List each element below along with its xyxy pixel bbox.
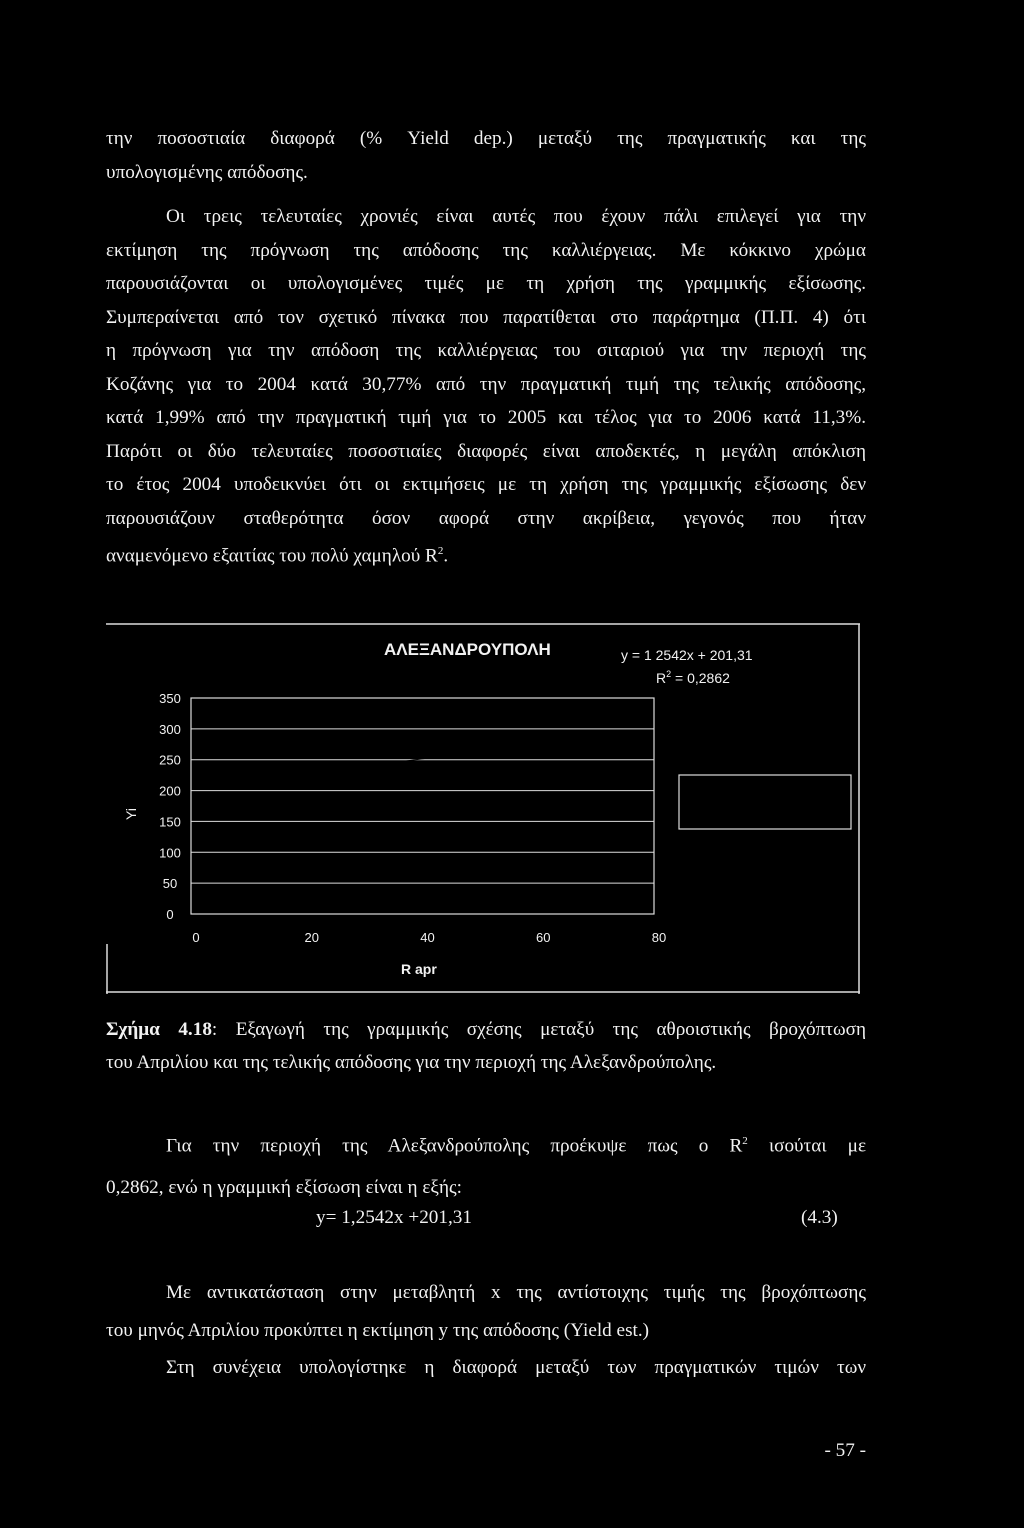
- legend-box: [679, 775, 851, 829]
- y-axis-label: Yi: [123, 808, 139, 820]
- paragraph-3-text-a: Για την περιοχή της Αλεξανδρούπολης προέκυψε πως ο R: [166, 1135, 743, 1157]
- plot-area: [191, 698, 654, 914]
- y-tick-label: 200: [159, 783, 181, 799]
- paragraph-2-line: κατά 1,99% από την πραγματική τιμή για το 2005 και τέλος για το 2006 κατά 11,3%.: [106, 407, 866, 428]
- paragraph-1-line-2: υπολογισμένης απόδοσης.: [106, 161, 308, 183]
- paragraph-2-line: παρουσιάζονται οι υπολογισμένες τιμές με τη χρήση της γραμμικής εξίσωσης.: [106, 273, 866, 294]
- paragraph-2-last-line: [106, 535, 866, 573]
- y-tick-label: 100: [159, 845, 181, 861]
- paragraph-3-line-2: 0,2862, ενώ η γραμμική εξίσωση είναι η εξής:: [106, 1176, 462, 1198]
- paragraph-4-line-2: του μηνός Απριλίου προκύπτει η εκτίμηση y της απόδοσης (Yield est.): [106, 1319, 650, 1341]
- y-tick-label: 50: [162, 876, 178, 892]
- paragraph-2-line: Συμπεραίνεται από τον σχετικό πίνακα που παρατίθεται στο παράρτημα (Π.Π. 4) ότι: [106, 306, 866, 328]
- caption-label: Σχήμα 4.18: [106, 1019, 212, 1040]
- paragraph-4-line-3: Στη συνέχεια υπολογίστηκε η διαφορά μεταξύ των πραγματικών τιμών των: [166, 1357, 866, 1378]
- x-tick-label: 0: [192, 930, 200, 945]
- y-tick-label: 150: [159, 814, 181, 830]
- x-tick-label: 80: [651, 930, 667, 945]
- r-squared-superscript: 2: [437, 545, 444, 557]
- paragraph-2-line: Παρότι οι δύο τελευταίες ποσοστιαίες διαφορές είναι αποδεκτές, η μεγάλη απόκλιση: [106, 440, 866, 462]
- x-tick-label: 40: [420, 930, 435, 945]
- trendline-equation: y = 1 2542x + 201,31: [621, 647, 753, 663]
- y-tick-label: 300: [159, 721, 181, 737]
- y-tick-label: 250: [159, 752, 181, 768]
- caption-text: : Εξαγωγή της γραμμικής σχέσης μεταξύ της αθροιστικής βροχόπτωση: [211, 1019, 867, 1040]
- equation-number: (4.3): [801, 1207, 838, 1228]
- paragraph-3: [106, 1125, 866, 1204]
- x-tick-label: 20: [304, 930, 319, 945]
- y-tick-labels: [159, 691, 181, 922]
- paragraph-2-last-end: .: [443, 545, 449, 567]
- paragraph-2-line: Κοζάνης για το 2004 κατά 30,77% από την πραγματική τιμή της τελικής απόδοσης,: [106, 373, 866, 395]
- paragraph-2-line: η πρόγνωση για την απόδοση της καλλιέργειας του σιταριού για την περιοχή της: [106, 340, 866, 361]
- caption-line-1: [106, 1013, 866, 1046]
- paragraph-3-line-1: [106, 1125, 866, 1163]
- paragraph-2-last-text: αναμενόμενο εξαιτίας του πολύ χαμηλού R: [106, 545, 438, 567]
- paragraph-3-text-b: ισούται με: [747, 1135, 866, 1157]
- r-squared-label: $R^2 = 0,2862$: [656, 669, 730, 686]
- data-marks: [307, 743, 539, 774]
- paragraph-2-line: το έτος 2004 υποδεικνύει ότι οι εκτιμήσεις με τη χρήση της γραμμικής εξίσωσης δεν: [106, 474, 866, 495]
- y-tick-label: 350: [159, 691, 181, 706]
- r-squared-superscript: 2: [742, 1135, 748, 1147]
- x-tick-label: 60: [536, 930, 551, 945]
- y-tick-label: 0: [166, 907, 174, 922]
- paragraph-2-line: εκτίμηση της πρόγνωση της απόδοσης της καλλιέργειας. Με κόκκινο χρώμα: [106, 239, 866, 261]
- paragraph-2: [106, 200, 866, 573]
- paragraph-1: [106, 122, 866, 189]
- scatter-chart: [106, 622, 860, 994]
- chart-title: ΑΛΕΞΑΝΔΡΟΥΠΟΛΗ: [384, 640, 551, 659]
- paragraph-4-line-1: Με αντικατάσταση στην μεταβλητή x της αντίστοιχης τιμής της βροχόπτωσης: [166, 1282, 866, 1303]
- page-number: - 57 -: [824, 1440, 866, 1461]
- paragraph-1-line-1: την ποσοστιαία διαφορά (% Yield dep.) μεταξύ της πραγματικής και της: [106, 128, 866, 149]
- figure-caption: [106, 1013, 866, 1079]
- trendline: [307, 743, 539, 774]
- gridlines: [191, 698, 654, 914]
- equation-text: y= 1,2542x +201,31: [316, 1207, 472, 1228]
- x-axis-label: R apr: [401, 961, 437, 977]
- paragraph-2-line: παρουσιάζουν σταθερότητα όσον αφορά στην ακρίβεια, γεγονός που ήταν: [106, 507, 866, 529]
- caption-line-2: του Απριλίου και της τελικής απόδοσης για την περιοχή της Αλεξανδρούπολης.: [106, 1052, 717, 1073]
- paragraph-4: [106, 1276, 866, 1385]
- x-tick-labels: [192, 930, 666, 945]
- paragraph-2-line: Οι τρεις τελευταίες χρονιές είναι αυτές που έχουν πάλι επιλεγεί για την: [166, 206, 866, 227]
